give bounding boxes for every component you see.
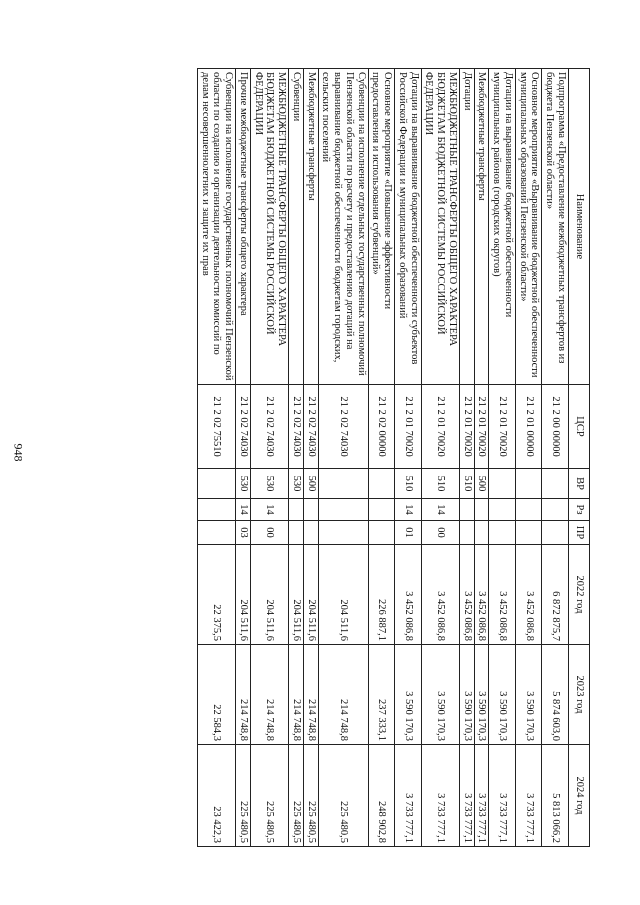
cell-name: Подпрограмма «Предоставление межбюджетных трансфертов из бюджета Пензенской области» [542, 69, 569, 385]
cell-rz [474, 499, 489, 521]
cell-2022: 204 511,6 [289, 545, 304, 645]
cell-2022: 204 511,6 [304, 545, 319, 645]
cell-vr: 530 [236, 469, 251, 499]
header-csr: ЦСР [569, 385, 590, 469]
cell-2022: 204 511,6 [236, 545, 251, 645]
cell-name: Межбюджетные трансферты [474, 69, 489, 385]
page-number: 948 [11, 443, 26, 462]
cell-2024: 3 733 777,1 [489, 745, 516, 847]
cell-rz [304, 499, 319, 521]
cell-2024: 248 902,8 [368, 745, 395, 847]
cell-vr [542, 469, 569, 499]
cell-rz [542, 499, 569, 521]
cell-2022: 226 887,1 [368, 545, 395, 645]
cell-pr [198, 521, 236, 545]
cell-csr: 21 2 02 75510 [198, 385, 236, 469]
cell-rz: 14 [236, 499, 251, 521]
cell-vr [489, 469, 516, 499]
cell-2024: 3 733 777,1 [395, 745, 422, 847]
cell-vr: 510 [460, 469, 475, 499]
cell-2022: 204 511,6 [251, 545, 289, 645]
cell-pr [542, 521, 569, 545]
rotated-table-container [70, 68, 590, 846]
cell-2023: 214 748,8 [251, 645, 289, 745]
cell-name: Дотации на выравнивание бюджетной обеспеченности муниципальных районов (городских округов) [489, 69, 516, 385]
cell-vr: 510 [395, 469, 422, 499]
cell-csr: 21 2 01 00000 [516, 385, 543, 469]
cell-2024: 225 480,5 [318, 745, 368, 847]
table-row [251, 69, 289, 847]
cell-rz [368, 499, 395, 521]
header-name: Наименование [569, 69, 590, 385]
cell-2024: 3 733 777,1 [421, 745, 459, 847]
cell-rz [516, 499, 543, 521]
table-row [289, 69, 304, 847]
cell-csr: 21 2 02 74030 [304, 385, 319, 469]
cell-vr [198, 469, 236, 499]
table-row [474, 69, 489, 847]
table-row [236, 69, 251, 847]
table-row [395, 69, 422, 847]
header-vr: ВР [569, 469, 590, 499]
cell-2023: 214 748,8 [236, 645, 251, 745]
cell-name: МЕЖБЮДЖЕТНЫЕ ТРАНСФЕРТЫ ОБЩЕГО ХАРАКТЕРА БЮДЖЕТАМ БЮДЖЕТНОЙ СИСТЕМЫ РОССИЙСКОЙ ФЕДЕРАЦИИ [251, 69, 289, 385]
cell-2024: 5 813 066,2 [542, 745, 569, 847]
header-2023: 2023 год [569, 645, 590, 745]
cell-name: Дотации [460, 69, 475, 385]
cell-name: Субвенции [289, 69, 304, 385]
cell-name: Прочие межбюджетные трансферты общего характера [236, 69, 251, 385]
cell-pr [489, 521, 516, 545]
cell-rz: 14 [251, 499, 289, 521]
cell-name: Основное мероприятие «Повышение эффективности предоставления и использования субвенций» [368, 69, 395, 385]
cell-2023: 214 748,8 [318, 645, 368, 745]
cell-2024: 3 733 777,1 [474, 745, 489, 847]
cell-vr: 530 [251, 469, 289, 499]
cell-2023: 3 590 170,3 [489, 645, 516, 745]
cell-2022: 3 452 086,8 [489, 545, 516, 645]
cell-csr: 21 2 02 74030 [318, 385, 368, 469]
cell-2022: 3 452 086,8 [516, 545, 543, 645]
cell-rz [489, 499, 516, 521]
cell-csr: 21 2 01 70020 [460, 385, 475, 469]
cell-pr [516, 521, 543, 545]
cell-2023: 3 590 170,3 [516, 645, 543, 745]
cell-rz [318, 499, 368, 521]
cell-rz [289, 499, 304, 521]
cell-pr [318, 521, 368, 545]
cell-pr: 00 [421, 521, 459, 545]
table-row [489, 69, 516, 847]
table-row [542, 69, 569, 847]
cell-name: Основное мероприятие «Выравнивание бюджетной обеспеченности муниципальных образований Пензенской области» [516, 69, 543, 385]
cell-csr: 21 2 02 00000 [368, 385, 395, 469]
cell-2022: 3 452 086,8 [421, 545, 459, 645]
cell-rz: 14 [421, 499, 459, 521]
cell-vr [516, 469, 543, 499]
cell-name: Субвенции на исполнение государственных полномочий Пензенской области по созданию и организации деятельности комиссий по делам несовершеннолетних и защите их прав [198, 69, 236, 385]
cell-csr: 21 2 01 70020 [489, 385, 516, 469]
cell-2023: 22 584,3 [198, 645, 236, 745]
table-row [421, 69, 459, 847]
cell-2022: 3 452 086,8 [460, 545, 475, 645]
table-row [198, 69, 236, 847]
cell-2024: 23 422,3 [198, 745, 236, 847]
table-row [368, 69, 395, 847]
cell-pr [304, 521, 319, 545]
cell-2023: 3 590 170,3 [474, 645, 489, 745]
header-rz: Рз [569, 499, 590, 521]
cell-2022: 204 511,6 [318, 545, 368, 645]
cell-2022: 6 872 875,7 [542, 545, 569, 645]
cell-2024: 3 733 777,1 [516, 745, 543, 847]
cell-2023: 214 748,8 [289, 645, 304, 745]
cell-vr [318, 469, 368, 499]
header-pr: ПР [569, 521, 590, 545]
table-row [516, 69, 543, 847]
cell-pr [289, 521, 304, 545]
table-row [304, 69, 319, 847]
cell-2024: 225 480,5 [236, 745, 251, 847]
cell-2023: 214 748,8 [304, 645, 319, 745]
cell-2024: 3 733 777,1 [460, 745, 475, 847]
table-header-row [569, 69, 590, 847]
table-row [318, 69, 368, 847]
cell-2023: 3 590 170,3 [421, 645, 459, 745]
cell-2022: 3 452 086,8 [474, 545, 489, 645]
cell-vr: 510 [421, 469, 459, 499]
cell-2023: 5 874 603,0 [542, 645, 569, 745]
cell-pr: 01 [395, 521, 422, 545]
cell-pr: 03 [236, 521, 251, 545]
cell-2022: 22 375,5 [198, 545, 236, 645]
cell-rz [460, 499, 475, 521]
cell-csr: 21 2 02 74030 [289, 385, 304, 469]
cell-name: Межбюджетные трансферты [304, 69, 319, 385]
cell-pr [460, 521, 475, 545]
cell-2023: 3 590 170,3 [395, 645, 422, 745]
table-body [198, 69, 569, 847]
cell-csr: 21 2 01 70020 [474, 385, 489, 469]
header-2022: 2022 год [569, 545, 590, 645]
cell-2023: 3 590 170,3 [460, 645, 475, 745]
cell-vr: 530 [289, 469, 304, 499]
cell-name: Дотации на выравнивание бюджетной обеспеченности субъектов Российской Федерации и муниципальных образований [395, 69, 422, 385]
cell-pr [474, 521, 489, 545]
cell-csr: 21 2 01 70020 [421, 385, 459, 469]
cell-vr [368, 469, 395, 499]
cell-csr: 21 2 02 74030 [251, 385, 289, 469]
cell-2024: 225 480,5 [304, 745, 319, 847]
cell-csr: 21 2 02 74030 [236, 385, 251, 469]
cell-pr [368, 521, 395, 545]
cell-2024: 225 480,5 [251, 745, 289, 847]
page-number-container [0, 0, 36, 905]
cell-pr: 00 [251, 521, 289, 545]
cell-rz [198, 499, 236, 521]
cell-name: Субвенции на исполнение отдельных государственных полномочий Пензенской области по расчету и предоставлению дотаций на выравнивание бюджетной обеспеченности бюджетам городских, сельских поселений [318, 69, 368, 385]
cell-2023: 237 333,1 [368, 645, 395, 745]
cell-name: МЕЖБЮДЖЕТНЫЕ ТРАНСФЕРТЫ ОБЩЕГО ХАРАКТЕРА БЮДЖЕТАМ БЮДЖЕТНОЙ СИСТЕМЫ РОССИЙСКОЙ ФЕДЕРАЦИИ [421, 69, 459, 385]
cell-csr: 21 2 00 00000 [542, 385, 569, 469]
cell-csr: 21 2 01 70020 [395, 385, 422, 469]
table-row [460, 69, 475, 847]
cell-vr: 500 [474, 469, 489, 499]
cell-2024: 225 480,5 [289, 745, 304, 847]
cell-rz: 14 [395, 499, 422, 521]
header-2024: 2024 год [569, 745, 590, 847]
budget-table [197, 68, 590, 847]
cell-2022: 3 452 086,8 [395, 545, 422, 645]
cell-vr: 500 [304, 469, 319, 499]
